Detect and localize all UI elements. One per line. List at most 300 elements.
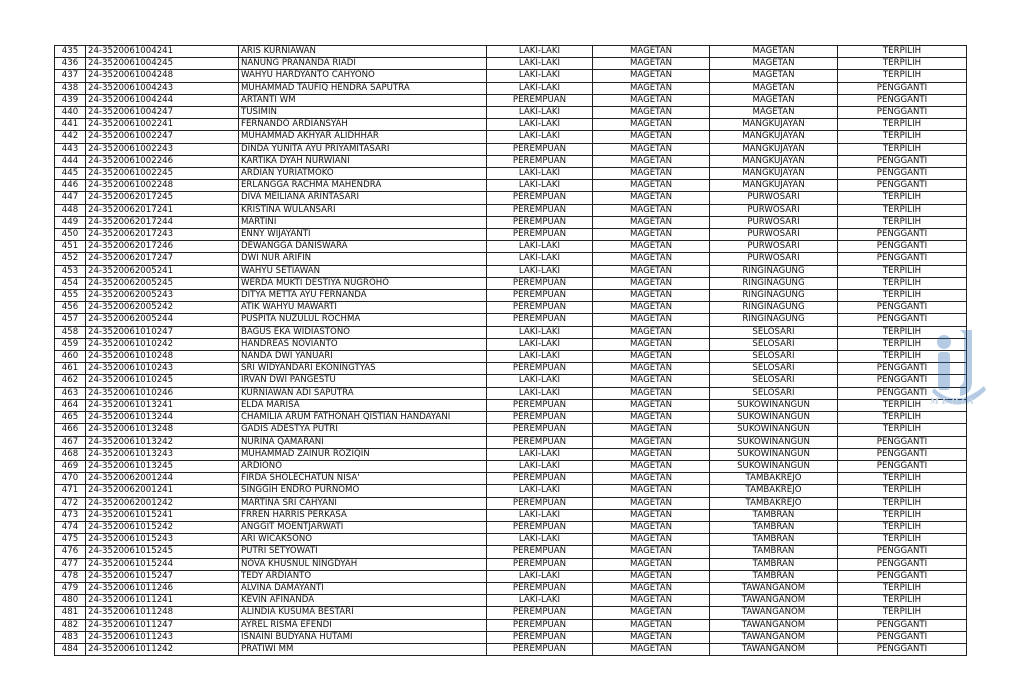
participant-name-cell: ARTANTI WM bbox=[239, 94, 487, 106]
status-cell: TERPILIH bbox=[838, 143, 967, 155]
registration-id-cell: 24-3520061004244 bbox=[86, 94, 239, 106]
registration-id-cell: 24-3520061011241 bbox=[86, 595, 239, 607]
participant-name-cell: MUHAMMAD TAUFIQ HENDRA SAPUTRA bbox=[239, 82, 487, 94]
table-row bbox=[55, 351, 967, 363]
gender-cell: LAKI-LAKI bbox=[487, 448, 593, 460]
village-cell: PURWOSARI bbox=[710, 204, 838, 216]
gender-cell: LAKI-LAKI bbox=[487, 485, 593, 497]
district-cell: MAGETAN bbox=[593, 351, 710, 363]
village-cell: SELOSARI bbox=[710, 351, 838, 363]
village-cell: SELOSARI bbox=[710, 375, 838, 387]
table-row bbox=[55, 509, 967, 521]
row-number-cell: 467 bbox=[55, 436, 86, 448]
row-number-cell: 472 bbox=[55, 497, 86, 509]
gender-cell: PEREMPUAN bbox=[487, 473, 593, 485]
table-row bbox=[55, 229, 967, 241]
participant-name-cell: ALINDIA KUSUMA BESTARI bbox=[239, 607, 487, 619]
registration-id-cell: 24-3520061013241 bbox=[86, 399, 239, 411]
participant-name-cell: MARTINA SRI CAHYANI bbox=[239, 497, 487, 509]
registration-id-cell: 24-3520061011246 bbox=[86, 582, 239, 594]
registration-id-cell: 24-3520061015245 bbox=[86, 546, 239, 558]
district-cell: MAGETAN bbox=[593, 338, 710, 350]
gender-cell: PEREMPUAN bbox=[487, 558, 593, 570]
status-cell: TERPILIH bbox=[838, 216, 967, 228]
district-cell: MAGETAN bbox=[593, 363, 710, 375]
village-cell: SELOSARI bbox=[710, 387, 838, 399]
status-cell: TERPILIH bbox=[838, 338, 967, 350]
registration-id-cell: 24-3520062017246 bbox=[86, 241, 239, 253]
district-cell: MAGETAN bbox=[593, 70, 710, 82]
row-number-cell: 465 bbox=[55, 412, 86, 424]
village-cell: SUKOWINANGUN bbox=[710, 399, 838, 411]
table-row bbox=[55, 546, 967, 558]
participant-name-cell: ARIS KURNIAWAN bbox=[239, 46, 487, 58]
village-cell: PURWOSARI bbox=[710, 216, 838, 228]
row-number-cell: 445 bbox=[55, 168, 86, 180]
table-row bbox=[55, 168, 967, 180]
gender-cell: PEREMPUAN bbox=[487, 497, 593, 509]
status-cell: TERPILIH bbox=[838, 265, 967, 277]
table-row bbox=[55, 534, 967, 546]
status-cell: TERPILIH bbox=[838, 131, 967, 143]
status-cell: PENGGANTI bbox=[838, 460, 967, 472]
gender-cell: LAKI-LAKI bbox=[487, 338, 593, 350]
district-cell: MAGETAN bbox=[593, 241, 710, 253]
row-number-cell: 438 bbox=[55, 82, 86, 94]
registration-id-cell: 24-3520061010243 bbox=[86, 363, 239, 375]
participant-name-cell: PRATIWI MM bbox=[239, 643, 487, 655]
district-cell: MAGETAN bbox=[593, 424, 710, 436]
row-number-cell: 480 bbox=[55, 595, 86, 607]
table-row bbox=[55, 265, 967, 277]
status-cell: PENGGANTI bbox=[838, 253, 967, 265]
village-cell: SELOSARI bbox=[710, 326, 838, 338]
village-cell: MANGKUJAYAN bbox=[710, 143, 838, 155]
registration-id-cell: 24-3520061002243 bbox=[86, 143, 239, 155]
village-cell: MANGKUJAYAN bbox=[710, 168, 838, 180]
district-cell: MAGETAN bbox=[593, 253, 710, 265]
gender-cell: PEREMPUAN bbox=[487, 277, 593, 289]
registration-id-cell: 24-3520062005245 bbox=[86, 277, 239, 289]
registration-id-cell: 24-3520061002241 bbox=[86, 119, 239, 131]
district-cell: MAGETAN bbox=[593, 387, 710, 399]
status-cell: PENGGANTI bbox=[838, 229, 967, 241]
village-cell: TAMBRAN bbox=[710, 546, 838, 558]
participant-table-sheet bbox=[54, 45, 966, 656]
district-cell: MAGETAN bbox=[593, 399, 710, 411]
village-cell: TAWANGANOM bbox=[710, 643, 838, 655]
registration-id-cell: 24-3520061015241 bbox=[86, 509, 239, 521]
village-cell: RINGINAGUNG bbox=[710, 277, 838, 289]
district-cell: MAGETAN bbox=[593, 229, 710, 241]
row-number-cell: 446 bbox=[55, 180, 86, 192]
village-cell: TAMBRAN bbox=[710, 521, 838, 533]
village-cell: TAWANGANOM bbox=[710, 595, 838, 607]
district-cell: MAGETAN bbox=[593, 143, 710, 155]
registration-id-cell: 24-3520062017241 bbox=[86, 204, 239, 216]
district-cell: MAGETAN bbox=[593, 180, 710, 192]
table-row bbox=[55, 558, 967, 570]
status-cell: TERPILIH bbox=[838, 277, 967, 289]
district-cell: MAGETAN bbox=[593, 497, 710, 509]
registration-id-cell: 24-3520061010248 bbox=[86, 351, 239, 363]
row-number-cell: 477 bbox=[55, 558, 86, 570]
status-cell: TERPILIH bbox=[838, 192, 967, 204]
district-cell: MAGETAN bbox=[593, 509, 710, 521]
district-cell: MAGETAN bbox=[593, 460, 710, 472]
village-cell: TAWANGANOM bbox=[710, 582, 838, 594]
table-row bbox=[55, 302, 967, 314]
table-row bbox=[55, 82, 967, 94]
status-cell: PENGGANTI bbox=[838, 375, 967, 387]
gender-cell: LAKI-LAKI bbox=[487, 534, 593, 546]
table-row bbox=[55, 94, 967, 106]
table-row bbox=[55, 607, 967, 619]
registration-id-cell: 24-3520062017245 bbox=[86, 192, 239, 204]
gender-cell: LAKI-LAKI bbox=[487, 570, 593, 582]
village-cell: SELOSARI bbox=[710, 338, 838, 350]
row-number-cell: 447 bbox=[55, 192, 86, 204]
gender-cell: PEREMPUAN bbox=[487, 436, 593, 448]
gender-cell: LAKI-LAKI bbox=[487, 265, 593, 277]
district-cell: MAGETAN bbox=[593, 607, 710, 619]
table-row bbox=[55, 192, 967, 204]
gender-cell: LAKI-LAKI bbox=[487, 58, 593, 70]
row-number-cell: 464 bbox=[55, 399, 86, 411]
registration-id-cell: 24-3520061010242 bbox=[86, 338, 239, 350]
status-cell: TERPILIH bbox=[838, 58, 967, 70]
table-body bbox=[55, 46, 967, 656]
registration-id-cell: 24-3520061004241 bbox=[86, 46, 239, 58]
gender-cell: PEREMPUAN bbox=[487, 546, 593, 558]
gender-cell: LAKI-LAKI bbox=[487, 387, 593, 399]
participant-name-cell: MUHAMMAD AKHYAR ALIDHHAR bbox=[239, 131, 487, 143]
row-number-cell: 458 bbox=[55, 326, 86, 338]
village-cell: MANGKUJAYAN bbox=[710, 155, 838, 167]
participant-name-cell: NANUNG PRANANDA RIADI bbox=[239, 58, 487, 70]
gender-cell: PEREMPUAN bbox=[487, 619, 593, 631]
row-number-cell: 484 bbox=[55, 643, 86, 655]
registration-id-cell: 24-3520061002247 bbox=[86, 131, 239, 143]
village-cell: PURWOSARI bbox=[710, 241, 838, 253]
registration-id-cell: 24-3520062001244 bbox=[86, 473, 239, 485]
village-cell: SUKOWINANGUN bbox=[710, 424, 838, 436]
participant-name-cell: SRI WIDYANDARI EKONINGTYAS bbox=[239, 363, 487, 375]
row-number-cell: 474 bbox=[55, 521, 86, 533]
participant-name-cell: CHAMILIA ARUM FATHONAH QISTIAN HANDAYANI bbox=[239, 412, 487, 424]
status-cell: PENGGANTI bbox=[838, 387, 967, 399]
status-cell: TERPILIH bbox=[838, 509, 967, 521]
row-number-cell: 470 bbox=[55, 473, 86, 485]
district-cell: MAGETAN bbox=[593, 290, 710, 302]
district-cell: MAGETAN bbox=[593, 155, 710, 167]
village-cell: TAMBRAN bbox=[710, 509, 838, 521]
district-cell: MAGETAN bbox=[593, 131, 710, 143]
status-cell: TERPILIH bbox=[838, 595, 967, 607]
row-number-cell: 436 bbox=[55, 58, 86, 70]
participant-name-cell: MARTINI bbox=[239, 216, 487, 228]
row-number-cell: 479 bbox=[55, 582, 86, 594]
village-cell: MAGETAN bbox=[710, 70, 838, 82]
table-row bbox=[55, 216, 967, 228]
village-cell: SELOSARI bbox=[710, 363, 838, 375]
status-cell: PENGGANTI bbox=[838, 82, 967, 94]
participant-name-cell: ARI WICAKSONO bbox=[239, 534, 487, 546]
participant-name-cell: ARDIAN YURIATMOKO bbox=[239, 168, 487, 180]
gender-cell: LAKI-LAKI bbox=[487, 326, 593, 338]
table-row bbox=[55, 375, 967, 387]
village-cell: TAMBAKREJO bbox=[710, 497, 838, 509]
row-number-cell: 443 bbox=[55, 143, 86, 155]
status-cell: PENGGANTI bbox=[838, 168, 967, 180]
row-number-cell: 454 bbox=[55, 277, 86, 289]
table-row bbox=[55, 631, 967, 643]
status-cell: PENGGANTI bbox=[838, 546, 967, 558]
status-cell: PENGGANTI bbox=[838, 448, 967, 460]
status-cell: PENGGANTI bbox=[838, 363, 967, 375]
table-row bbox=[55, 314, 967, 326]
participant-name-cell: MUHAMMAD ZAINUR ROZIQIN bbox=[239, 448, 487, 460]
participant-name-cell: KEVIN AFINANDA bbox=[239, 595, 487, 607]
registration-id-cell: 24-3520061002245 bbox=[86, 168, 239, 180]
district-cell: MAGETAN bbox=[593, 119, 710, 131]
participant-name-cell: WAHYU SETIAWAN bbox=[239, 265, 487, 277]
status-cell: TERPILIH bbox=[838, 119, 967, 131]
status-cell: TERPILIH bbox=[838, 607, 967, 619]
participant-name-cell: DWI NUR ARIFIN bbox=[239, 253, 487, 265]
district-cell: MAGETAN bbox=[593, 436, 710, 448]
village-cell: RINGINAGUNG bbox=[710, 314, 838, 326]
registration-id-cell: 24-3520061015247 bbox=[86, 570, 239, 582]
gender-cell: PEREMPUAN bbox=[487, 631, 593, 643]
district-cell: MAGETAN bbox=[593, 570, 710, 582]
village-cell: MANGKUJAYAN bbox=[710, 119, 838, 131]
status-cell: TERPILIH bbox=[838, 326, 967, 338]
table-row bbox=[55, 460, 967, 472]
village-cell: RINGINAGUNG bbox=[710, 290, 838, 302]
district-cell: MAGETAN bbox=[593, 82, 710, 94]
district-cell: MAGETAN bbox=[593, 595, 710, 607]
district-cell: MAGETAN bbox=[593, 302, 710, 314]
gender-cell: LAKI-LAKI bbox=[487, 351, 593, 363]
gender-cell: LAKI-LAKI bbox=[487, 253, 593, 265]
village-cell: TAMBAKREJO bbox=[710, 473, 838, 485]
participant-name-cell: TEDY ARDIANTO bbox=[239, 570, 487, 582]
gender-cell: PEREMPUAN bbox=[487, 363, 593, 375]
status-cell: TERPILIH bbox=[838, 497, 967, 509]
row-number-cell: 451 bbox=[55, 241, 86, 253]
status-cell: TERPILIH bbox=[838, 473, 967, 485]
registration-id-cell: 24-3520062005244 bbox=[86, 314, 239, 326]
village-cell: TAMBRAN bbox=[710, 570, 838, 582]
registration-id-cell: 24-3520062001241 bbox=[86, 485, 239, 497]
participant-name-cell: TUSIMIN bbox=[239, 107, 487, 119]
district-cell: MAGETAN bbox=[593, 582, 710, 594]
table-row bbox=[55, 619, 967, 631]
row-number-cell: 437 bbox=[55, 70, 86, 82]
status-cell: PENGGANTI bbox=[838, 107, 967, 119]
status-cell: TERPILIH bbox=[838, 351, 967, 363]
status-cell: TERPILIH bbox=[838, 485, 967, 497]
gender-cell: LAKI-LAKI bbox=[487, 460, 593, 472]
row-number-cell: 471 bbox=[55, 485, 86, 497]
participant-name-cell: NANDA DWI YANUARI bbox=[239, 351, 487, 363]
participant-name-cell: FRREN HARRIS PERKASA bbox=[239, 509, 487, 521]
district-cell: MAGETAN bbox=[593, 375, 710, 387]
district-cell: MAGETAN bbox=[593, 485, 710, 497]
village-cell: MAGETAN bbox=[710, 107, 838, 119]
registration-id-cell: 24-3520062017244 bbox=[86, 216, 239, 228]
row-number-cell: 469 bbox=[55, 460, 86, 472]
status-cell: PENGGANTI bbox=[838, 314, 967, 326]
registration-id-cell: 24-3520061004243 bbox=[86, 82, 239, 94]
table-row bbox=[55, 595, 967, 607]
row-number-cell: 455 bbox=[55, 290, 86, 302]
village-cell: TAMBAKREJO bbox=[710, 485, 838, 497]
gender-cell: PEREMPUAN bbox=[487, 290, 593, 302]
status-cell: TERPILIH bbox=[838, 399, 967, 411]
village-cell: SUKOWINANGUN bbox=[710, 412, 838, 424]
table-row bbox=[55, 143, 967, 155]
district-cell: MAGETAN bbox=[593, 46, 710, 58]
registration-id-cell: 24-3520061004245 bbox=[86, 58, 239, 70]
village-cell: MAGETAN bbox=[710, 58, 838, 70]
participant-name-cell: DIVA MEILIANA ARINTASARI bbox=[239, 192, 487, 204]
table-row bbox=[55, 436, 967, 448]
table-row bbox=[55, 338, 967, 350]
table-row bbox=[55, 58, 967, 70]
table-row bbox=[55, 399, 967, 411]
gender-cell: PEREMPUAN bbox=[487, 607, 593, 619]
participant-name-cell: ARDIONO bbox=[239, 460, 487, 472]
status-cell: TERPILIH bbox=[838, 534, 967, 546]
district-cell: MAGETAN bbox=[593, 94, 710, 106]
participant-name-cell: ELDA MARISA bbox=[239, 399, 487, 411]
status-cell: TERPILIH bbox=[838, 521, 967, 533]
participant-name-cell: KURNIAWAN ADI SAPUTRA bbox=[239, 387, 487, 399]
row-number-cell: 461 bbox=[55, 363, 86, 375]
status-cell: PENGGANTI bbox=[838, 241, 967, 253]
table-row bbox=[55, 46, 967, 58]
row-number-cell: 482 bbox=[55, 619, 86, 631]
row-number-cell: 456 bbox=[55, 302, 86, 314]
district-cell: MAGETAN bbox=[593, 546, 710, 558]
district-cell: MAGETAN bbox=[593, 448, 710, 460]
registration-id-cell: 24-3520061011243 bbox=[86, 631, 239, 643]
row-number-cell: 476 bbox=[55, 546, 86, 558]
participant-name-cell: IRVAN DWI PANGESTU bbox=[239, 375, 487, 387]
participant-name-cell: ALVINA DAMAYANTI bbox=[239, 582, 487, 594]
row-number-cell: 442 bbox=[55, 131, 86, 143]
status-cell: TERPILIH bbox=[838, 70, 967, 82]
gender-cell: LAKI-LAKI bbox=[487, 180, 593, 192]
status-cell: PENGGANTI bbox=[838, 631, 967, 643]
status-cell: PENGGANTI bbox=[838, 302, 967, 314]
village-cell: TAMBRAN bbox=[710, 534, 838, 546]
gender-cell: LAKI-LAKI bbox=[487, 82, 593, 94]
status-cell: TERPILIH bbox=[838, 290, 967, 302]
gender-cell: PEREMPUAN bbox=[487, 399, 593, 411]
district-cell: MAGETAN bbox=[593, 107, 710, 119]
gender-cell: PEREMPUAN bbox=[487, 155, 593, 167]
registration-id-cell: 24-3520061002248 bbox=[86, 180, 239, 192]
participant-name-cell: ERLANGGA RACHMA MAHENDRA bbox=[239, 180, 487, 192]
gender-cell: PEREMPUAN bbox=[487, 643, 593, 655]
gender-cell: PEREMPUAN bbox=[487, 412, 593, 424]
status-cell: PENGGANTI bbox=[838, 643, 967, 655]
status-cell: TERPILIH bbox=[838, 582, 967, 594]
registration-id-cell: 24-3520061004248 bbox=[86, 70, 239, 82]
district-cell: MAGETAN bbox=[593, 168, 710, 180]
table-row bbox=[55, 473, 967, 485]
registration-id-cell: 24-3520061011242 bbox=[86, 643, 239, 655]
participant-name-cell: DITYA METTA AYU FERNANDA bbox=[239, 290, 487, 302]
district-cell: MAGETAN bbox=[593, 216, 710, 228]
district-cell: MAGETAN bbox=[593, 619, 710, 631]
table-row bbox=[55, 643, 967, 655]
gender-cell: LAKI-LAKI bbox=[487, 241, 593, 253]
gender-cell: PEREMPUAN bbox=[487, 582, 593, 594]
registration-id-cell: 24-3520061011248 bbox=[86, 607, 239, 619]
participant-name-cell: ENNY WIJAYANTI bbox=[239, 229, 487, 241]
village-cell: TAWANGANOM bbox=[710, 607, 838, 619]
registration-id-cell: 24-3520061013244 bbox=[86, 412, 239, 424]
row-number-cell: 450 bbox=[55, 229, 86, 241]
village-cell: MAGETAN bbox=[710, 46, 838, 58]
participant-name-cell: NOVA KHUSNUL NINGDYAH bbox=[239, 558, 487, 570]
participant-name-cell: KARTIKA DYAH NURWIANI bbox=[239, 155, 487, 167]
village-cell: TAWANGANOM bbox=[710, 619, 838, 631]
row-number-cell: 475 bbox=[55, 534, 86, 546]
participant-name-cell: PUSPITA NUZULUL ROCHMA bbox=[239, 314, 487, 326]
table-row bbox=[55, 119, 967, 131]
row-number-cell: 466 bbox=[55, 424, 86, 436]
table-row bbox=[55, 290, 967, 302]
participant-name-cell: PUTRI SETYOWATI bbox=[239, 546, 487, 558]
participant-name-cell: WAHYU HARDYANTO CAHYONO bbox=[239, 70, 487, 82]
status-cell: PENGGANTI bbox=[838, 436, 967, 448]
participant-name-cell: BAGUS EKA WIDIASTONO bbox=[239, 326, 487, 338]
row-number-cell: 463 bbox=[55, 387, 86, 399]
gender-cell: PEREMPUAN bbox=[487, 229, 593, 241]
registration-id-cell: 24-3520062005241 bbox=[86, 265, 239, 277]
gender-cell: PEREMPUAN bbox=[487, 314, 593, 326]
gender-cell: PEREMPUAN bbox=[487, 424, 593, 436]
district-cell: MAGETAN bbox=[593, 473, 710, 485]
table-row bbox=[55, 387, 967, 399]
status-cell: TERPILIH bbox=[838, 424, 967, 436]
district-cell: MAGETAN bbox=[593, 314, 710, 326]
registration-id-cell: 24-3520061015243 bbox=[86, 534, 239, 546]
gender-cell: LAKI-LAKI bbox=[487, 375, 593, 387]
gender-cell: LAKI-LAKI bbox=[487, 46, 593, 58]
registration-id-cell: 24-3520062005242 bbox=[86, 302, 239, 314]
row-number-cell: 441 bbox=[55, 119, 86, 131]
participant-name-cell: ANGGIT MOENTJARWATI bbox=[239, 521, 487, 533]
table-row bbox=[55, 155, 967, 167]
registration-id-cell: 24-3520062001242 bbox=[86, 497, 239, 509]
village-cell: PURWOSARI bbox=[710, 229, 838, 241]
registration-id-cell: 24-3520061013248 bbox=[86, 424, 239, 436]
table-row bbox=[55, 180, 967, 192]
participant-name-cell: ATIK WAHYU MAWARTI bbox=[239, 302, 487, 314]
table-row bbox=[55, 131, 967, 143]
table-row bbox=[55, 363, 967, 375]
status-cell: PENGGANTI bbox=[838, 558, 967, 570]
gender-cell: PEREMPUAN bbox=[487, 302, 593, 314]
village-cell: RINGINAGUNG bbox=[710, 302, 838, 314]
participant-name-cell: AYREL RISMA EFENDI bbox=[239, 619, 487, 631]
